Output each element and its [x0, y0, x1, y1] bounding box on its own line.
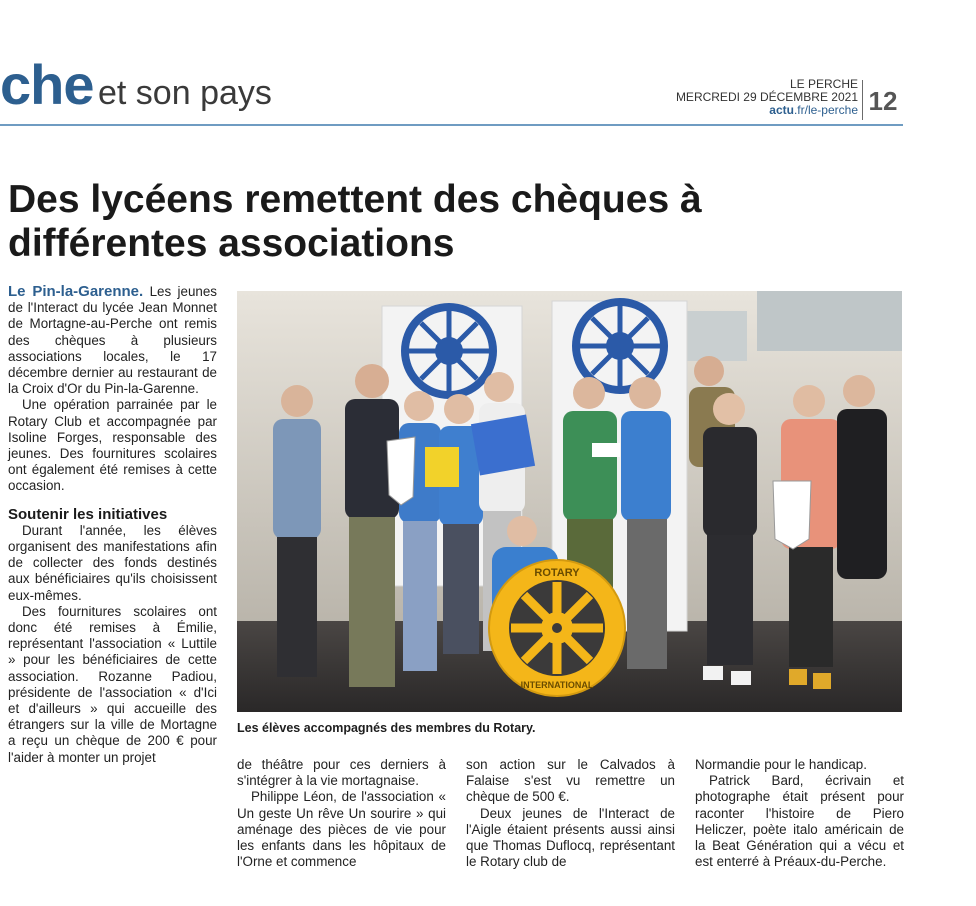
article-paragraph: Des fournitures scolaires ont donc été remises à Émilie, représentant l'association « Luttile » pour les bénéficiaires de cette association. Rozanne Padiou, présidente de l'association « d'Ici et d'ailleurs » qui accueille des étrangers sur la ville de Mortagne a reçu un chèque de 200 € pour l'aider à monter un projet: [8, 603, 217, 765]
blue-folder: [471, 415, 535, 476]
article-paragraph: de théâtre pour ces derniers à s'intégrer à la vie mortagnaise.: [237, 757, 446, 789]
paragraph-text: Les jeunes de l'Interact du lycée Jean Monnet de Mortagne-au-Perche ont remis des chèques à plusieurs associations locales, le 17 décembre dernier au restaurant de la Croix d'Or du Pin-la-Garenne.: [8, 284, 217, 397]
article-subhead: Soutenir les initiatives: [8, 505, 168, 523]
section-title-main: che: [0, 53, 94, 116]
article-paragraph: Durant l'année, les élèves organisent des manifestations afin de collecter des fonds destinés aux bénéficiaires qu'ils choisissent eux-mêmes.: [8, 522, 217, 603]
window: [757, 291, 902, 351]
site-path: .fr/le-perche: [793, 103, 858, 117]
person: [345, 364, 399, 687]
header-rule: [0, 124, 903, 126]
article-column-2: [237, 757, 446, 870]
article-column-3: [466, 757, 675, 870]
group-photo-illustration: [237, 291, 902, 712]
person: [703, 393, 757, 685]
article-paragraph: Philippe Léon, de l'association « Un geste Un rêve Un sourire » qui aménage des pièces de vie pour les enfants dans les hôpitaux de l'Orne et commence: [237, 789, 446, 870]
edition-name: LE PERCHE: [789, 77, 858, 91]
site-brand: actu: [769, 103, 794, 117]
banner-wheel-icon: [576, 302, 664, 390]
yellow-folder: [425, 447, 459, 487]
cheque: [592, 443, 620, 457]
pennant-left: [387, 437, 415, 505]
article-paragraph: Une opération parrainée par le Rotary Club et accompagnée par Isoline Forges, responsable des jeunes. Des fournitures scolaires ont également été remises à cette occasion.: [8, 397, 217, 494]
wheel-top-text: ROTARY: [534, 567, 580, 579]
issue-date: MERCREDI 29 DÉCEMBRE 2021: [675, 90, 858, 104]
article-paragraph: Normandie pour le handicap.: [695, 757, 867, 772]
person: [273, 385, 321, 677]
article-paragraph: Patrick Bard, écrivain et photographe était présent pour raconter l'histoire de Piero Heliczer, poète italo américain de la Beat Génération qui a vécu et est enterré à Préaux-du-Perche.: [695, 773, 904, 870]
article-paragraph: son action sur le Calvados à Falaise s'est vu remettre un chèque de 500 €.: [466, 757, 675, 805]
wheel-bottom-text: INTERNATIONAL: [520, 680, 594, 690]
pennant-right: [773, 481, 811, 549]
rotary-wheel-logo: [489, 560, 625, 696]
dateline: Le Pin-la-Garenne.: [8, 283, 144, 300]
masthead-info: [676, 78, 858, 117]
article-photo: [237, 291, 902, 712]
section-title-sub: et son pays: [98, 74, 272, 112]
article-column-1: [8, 284, 217, 766]
article-paragraph: Deux jeunes de l'Interact de l'Aigle étaient présents aussi ainsi que Thomas Duflocq, représentant le Rotary club de: [466, 805, 675, 870]
person: [399, 391, 441, 671]
page-number: 12: [862, 80, 903, 120]
site-url: [676, 104, 858, 117]
article-column-4: [695, 757, 904, 870]
banner-wheel-icon: [405, 307, 493, 395]
person: [621, 377, 671, 669]
article-headline: Des lycéens remettent des chèques à différentes associations: [8, 178, 702, 265]
article-paragraph: [8, 284, 217, 397]
photo-caption: Les élèves accompagnés des membres du Rotary.: [237, 721, 536, 735]
